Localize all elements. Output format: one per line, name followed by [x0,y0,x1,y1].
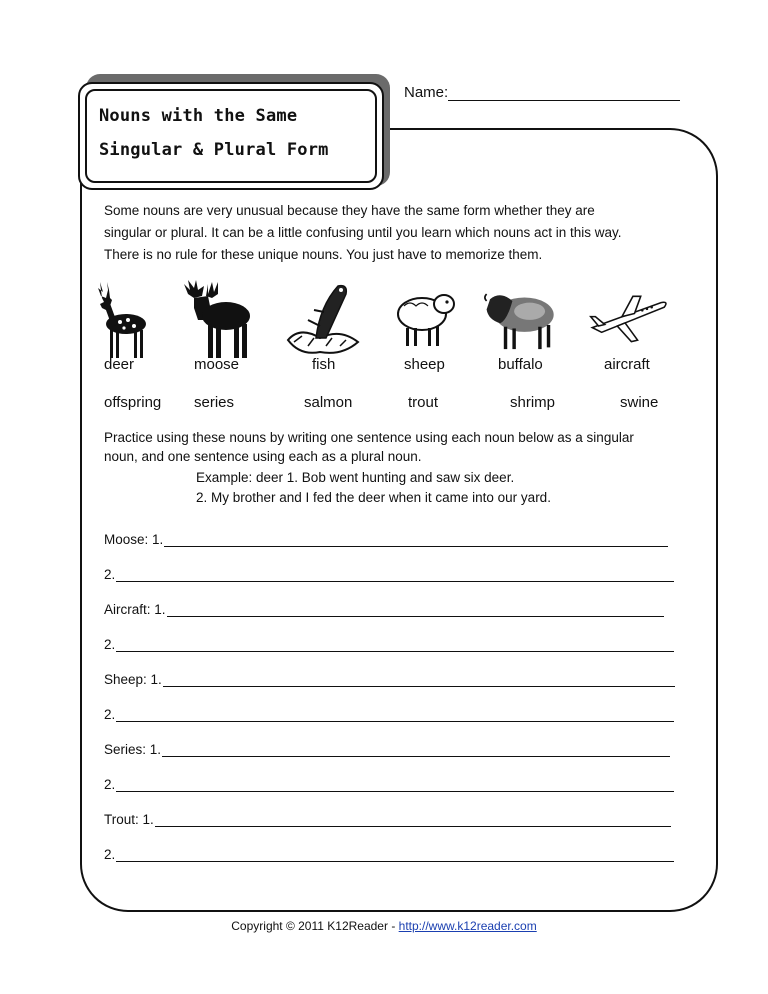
title-box [78,82,384,190]
answer-line[interactable] [164,534,668,547]
exercise-label: Moose: 1. [104,532,164,547]
exercise-row[interactable] [104,532,668,547]
noun-sheep: sheep [404,356,445,373]
answer-line[interactable] [116,639,674,652]
noun-trout: trout [408,394,439,411]
practice-line: noun, and one sentence using each as a plural noun. [104,449,422,464]
name-field[interactable] [404,84,680,101]
noun-offspring: offspring [104,394,162,411]
exercise-label: Aircraft: 1. [104,602,166,617]
exercise-row[interactable] [104,637,674,652]
exercise-label: 2. [104,567,116,582]
answer-line[interactable] [162,744,670,757]
exercise-label: Trout: 1. [104,812,154,827]
exercise-row[interactable] [104,777,674,792]
exercise-row[interactable] [104,742,670,757]
answer-line[interactable] [167,604,664,617]
noun-salmon: salmon [304,394,353,411]
answer-line[interactable] [116,709,674,722]
exercise-label: Sheep: 1. [104,672,162,687]
example-sentence-1: Example: deer 1. Bob went hunting and saw six deer. [196,470,515,485]
footer-copyright [0,919,768,933]
practice-instructions [104,428,700,466]
name-label: Name: [404,84,449,101]
exercise-row[interactable] [104,707,674,722]
intro-line: There is no rule for these unique nouns. You just have to memorize them. [104,247,543,262]
buffalo-icon [478,276,564,362]
noun-moose: moose [194,356,240,373]
sheep-icon [384,276,470,362]
exercise-row[interactable] [104,567,674,582]
exercise-row[interactable] [104,812,671,827]
noun-shrimp: shrimp [510,394,556,411]
page-title-line-2: Singular & Plural Form [99,140,329,160]
deer-icon [86,276,172,362]
exercise-label: 2. [104,847,116,862]
exercise-row[interactable] [104,602,664,617]
page-title-line-1: Nouns with the Same [99,106,298,126]
intro-line: Some nouns are very unusual because they have the same form whether they are [104,203,595,218]
answer-line[interactable] [116,779,674,792]
k12reader-link[interactable]: http://www.k12reader.com [398,919,537,933]
exercise-label: 2. [104,707,116,722]
noun-swine: swine [620,394,659,411]
exercise-row[interactable] [104,672,675,687]
aircraft-icon [586,276,672,362]
practice-line: Practice using these nouns by writing one sentence using each noun below as a singular [104,430,634,445]
noun-aircraft: aircraft [604,356,650,373]
answer-line[interactable] [116,569,674,582]
intro-paragraph [104,200,694,266]
answer-line[interactable] [155,814,671,827]
noun-series: series [194,394,235,411]
exercise-row[interactable] [104,847,674,862]
noun-fish: fish [312,356,336,373]
answer-line[interactable] [163,674,675,687]
exercise-label: 2. [104,637,116,652]
exercise-label: Series: 1. [104,742,162,757]
moose-icon [178,276,264,362]
fish-icon [280,276,366,362]
copyright-text: Copyright © 2011 K12Reader - [231,919,396,933]
example-sentence-2: 2. My brother and I fed the deer when it came into our yard. [196,490,551,505]
exercise-label: 2. [104,777,116,792]
answer-line[interactable] [116,849,674,862]
name-blank-line[interactable] [448,86,680,101]
noun-deer: deer [104,356,135,373]
noun-buffalo: buffalo [498,356,543,373]
intro-line: singular or plural. It can be a little confusing until you learn which nouns act in this way. [104,225,622,240]
